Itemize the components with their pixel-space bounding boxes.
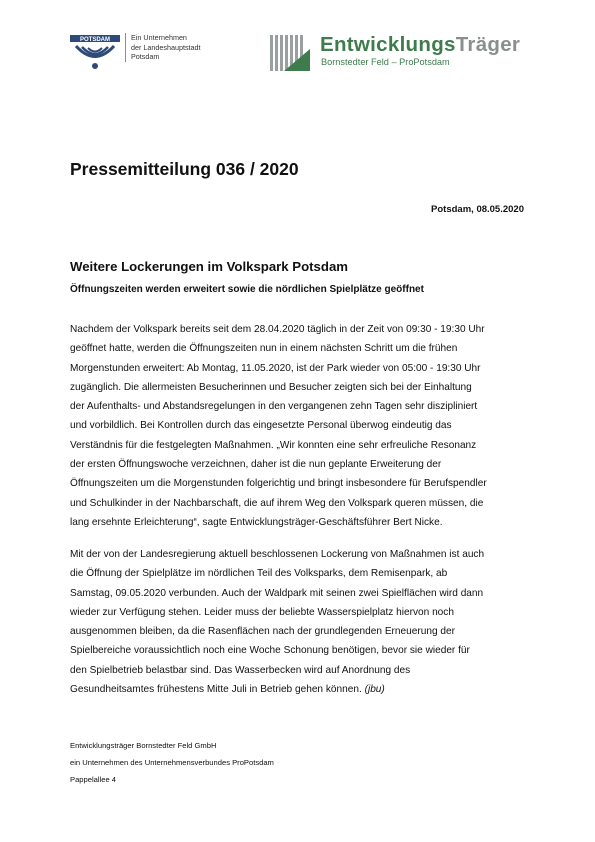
paragraph-line: und Schulkinder in der Nachbarschaft, die auf ihrem Weg den Volkspark queren müssen, die xyxy=(70,497,484,509)
body-paragraph-1 xyxy=(70,320,530,532)
entwicklungstraeger-logo-name xyxy=(320,33,520,57)
footer-line-group: ein Unternehmen des Unternehmensverbundes ProPotsdam xyxy=(70,758,274,767)
logo-name-part-1: Entwicklungs xyxy=(320,33,456,56)
dateline: Potsdam, 08.05.2020 xyxy=(431,204,524,215)
subheadline: Öffnungszeiten werden erweitert sowie die nördlichen Spielplätze geöffnet xyxy=(70,284,424,295)
press-release-title: Pressemitteilung 036 / 2020 xyxy=(70,159,299,179)
paragraph-line: ausgenommen bleiben, da die Rasenflächen nach der grundlegenden Erneuerung der xyxy=(70,626,455,638)
potsdam-logo-line-2: der Landeshauptstadt xyxy=(131,42,201,52)
author-signoff: (jbu) xyxy=(364,684,385,696)
paragraph-line: Spielbereiche voraussichtlich noch eine Woche Schonung benötigen, bevor sie wieder für xyxy=(70,645,470,657)
paragraph-line: der ersten Öffnungswoche verzeichnen, daher ist die nun geplante Erweiterung der xyxy=(70,459,442,471)
paragraph-line: wieder zur Verfügung stehen. Leider muss der beliebte Wasserspielplatz hiervon noch xyxy=(70,606,454,618)
logo-name-part-2: Träger xyxy=(455,33,521,56)
paragraph-line: lang ersehnte Erleichterung“, sagte Entwicklungsträger-Geschäftsführer Bert Nicke. xyxy=(70,516,443,528)
paragraph-line: Verständnis für die festgelegten Maßnahmen. „Wir konnten eine sehr erfreuliche Resonanz xyxy=(70,439,477,451)
potsdam-logo-text xyxy=(125,33,251,62)
paragraph-line: Nachdem der Volkspark bereits seit dem 28.04.2020 täglich in der Zeit von 09:30 - 19:30 Uhr xyxy=(70,324,485,335)
potsdam-logo-line-3: Potsdam xyxy=(131,52,160,62)
paragraph-last-line-text: Gesundheitsamtes frühestens Mitte Juli in Betrieb gehen können. xyxy=(70,684,362,696)
potsdam-logo-line-1: Ein Unternehmen xyxy=(131,33,187,42)
paragraph-line: zugänglich. Die allermeisten Besucherinnen und Besucher zeigten sich bei der Einhaltung xyxy=(70,381,472,393)
potsdam-emblem-logo xyxy=(70,33,120,73)
paragraph-line: Samstag, 09.05.2020 verbunden. Auch der Waldpark mit seinen zwei Spielflächen wird dann xyxy=(70,587,484,599)
paragraph-line: geöffnet hatte, werden die Öffnungszeiten nun in einem nächsten Schritt um die frühen xyxy=(70,343,458,355)
entwicklungstraeger-logo-mark xyxy=(270,33,314,73)
footer-line-street: Pappelallee 4 xyxy=(70,775,117,784)
paragraph-line: der Aufenthalts- und Abstandsregelungen in den vergangenen zehn Tagen sehr diszipliniert xyxy=(70,401,478,413)
paragraph-line: den Spielbetrieb belastbar sind. Das Wasserbecken wird auf Anordnung des xyxy=(70,664,411,676)
entwicklungstraeger-logo-subtitle: Bornstedter Feld – ProPotsdam xyxy=(321,57,450,67)
body-paragraph-2 xyxy=(70,545,530,699)
paragraph-last-line xyxy=(70,680,530,699)
paragraph-line: Öffnungszeiten um die Morgenstunden folgerichtig und bringt insbesondere für Berufspendler xyxy=(70,478,487,490)
footer-line-company: Entwicklungsträger Bornstedter Feld GmbH xyxy=(70,741,217,750)
paragraph-line: und vorbildlich. Bei Kontrollen durch das eingesetzte Personal überwog eindeutig das xyxy=(70,420,452,432)
potsdam-emblem-text: POTSDAM xyxy=(80,37,110,43)
headline: Weitere Lockerungen im Volkspark Potsdam xyxy=(70,259,348,274)
paragraph-line: Morgenstunden erweitert: Ab Montag, 11.05.2020, ist der Park wieder von 05:00 - 19:30 Uhr xyxy=(70,362,481,374)
footer-address xyxy=(70,737,274,788)
paragraph-line: Mit der von der Landesregierung aktuell beschlossenen Lockerung von Maßnahmen ist auch xyxy=(70,549,485,560)
paragraph-line: die Öffnung der Spielplätze im nördlichen Teil des Volksparks, dem Remisenpark, ab xyxy=(70,568,448,580)
